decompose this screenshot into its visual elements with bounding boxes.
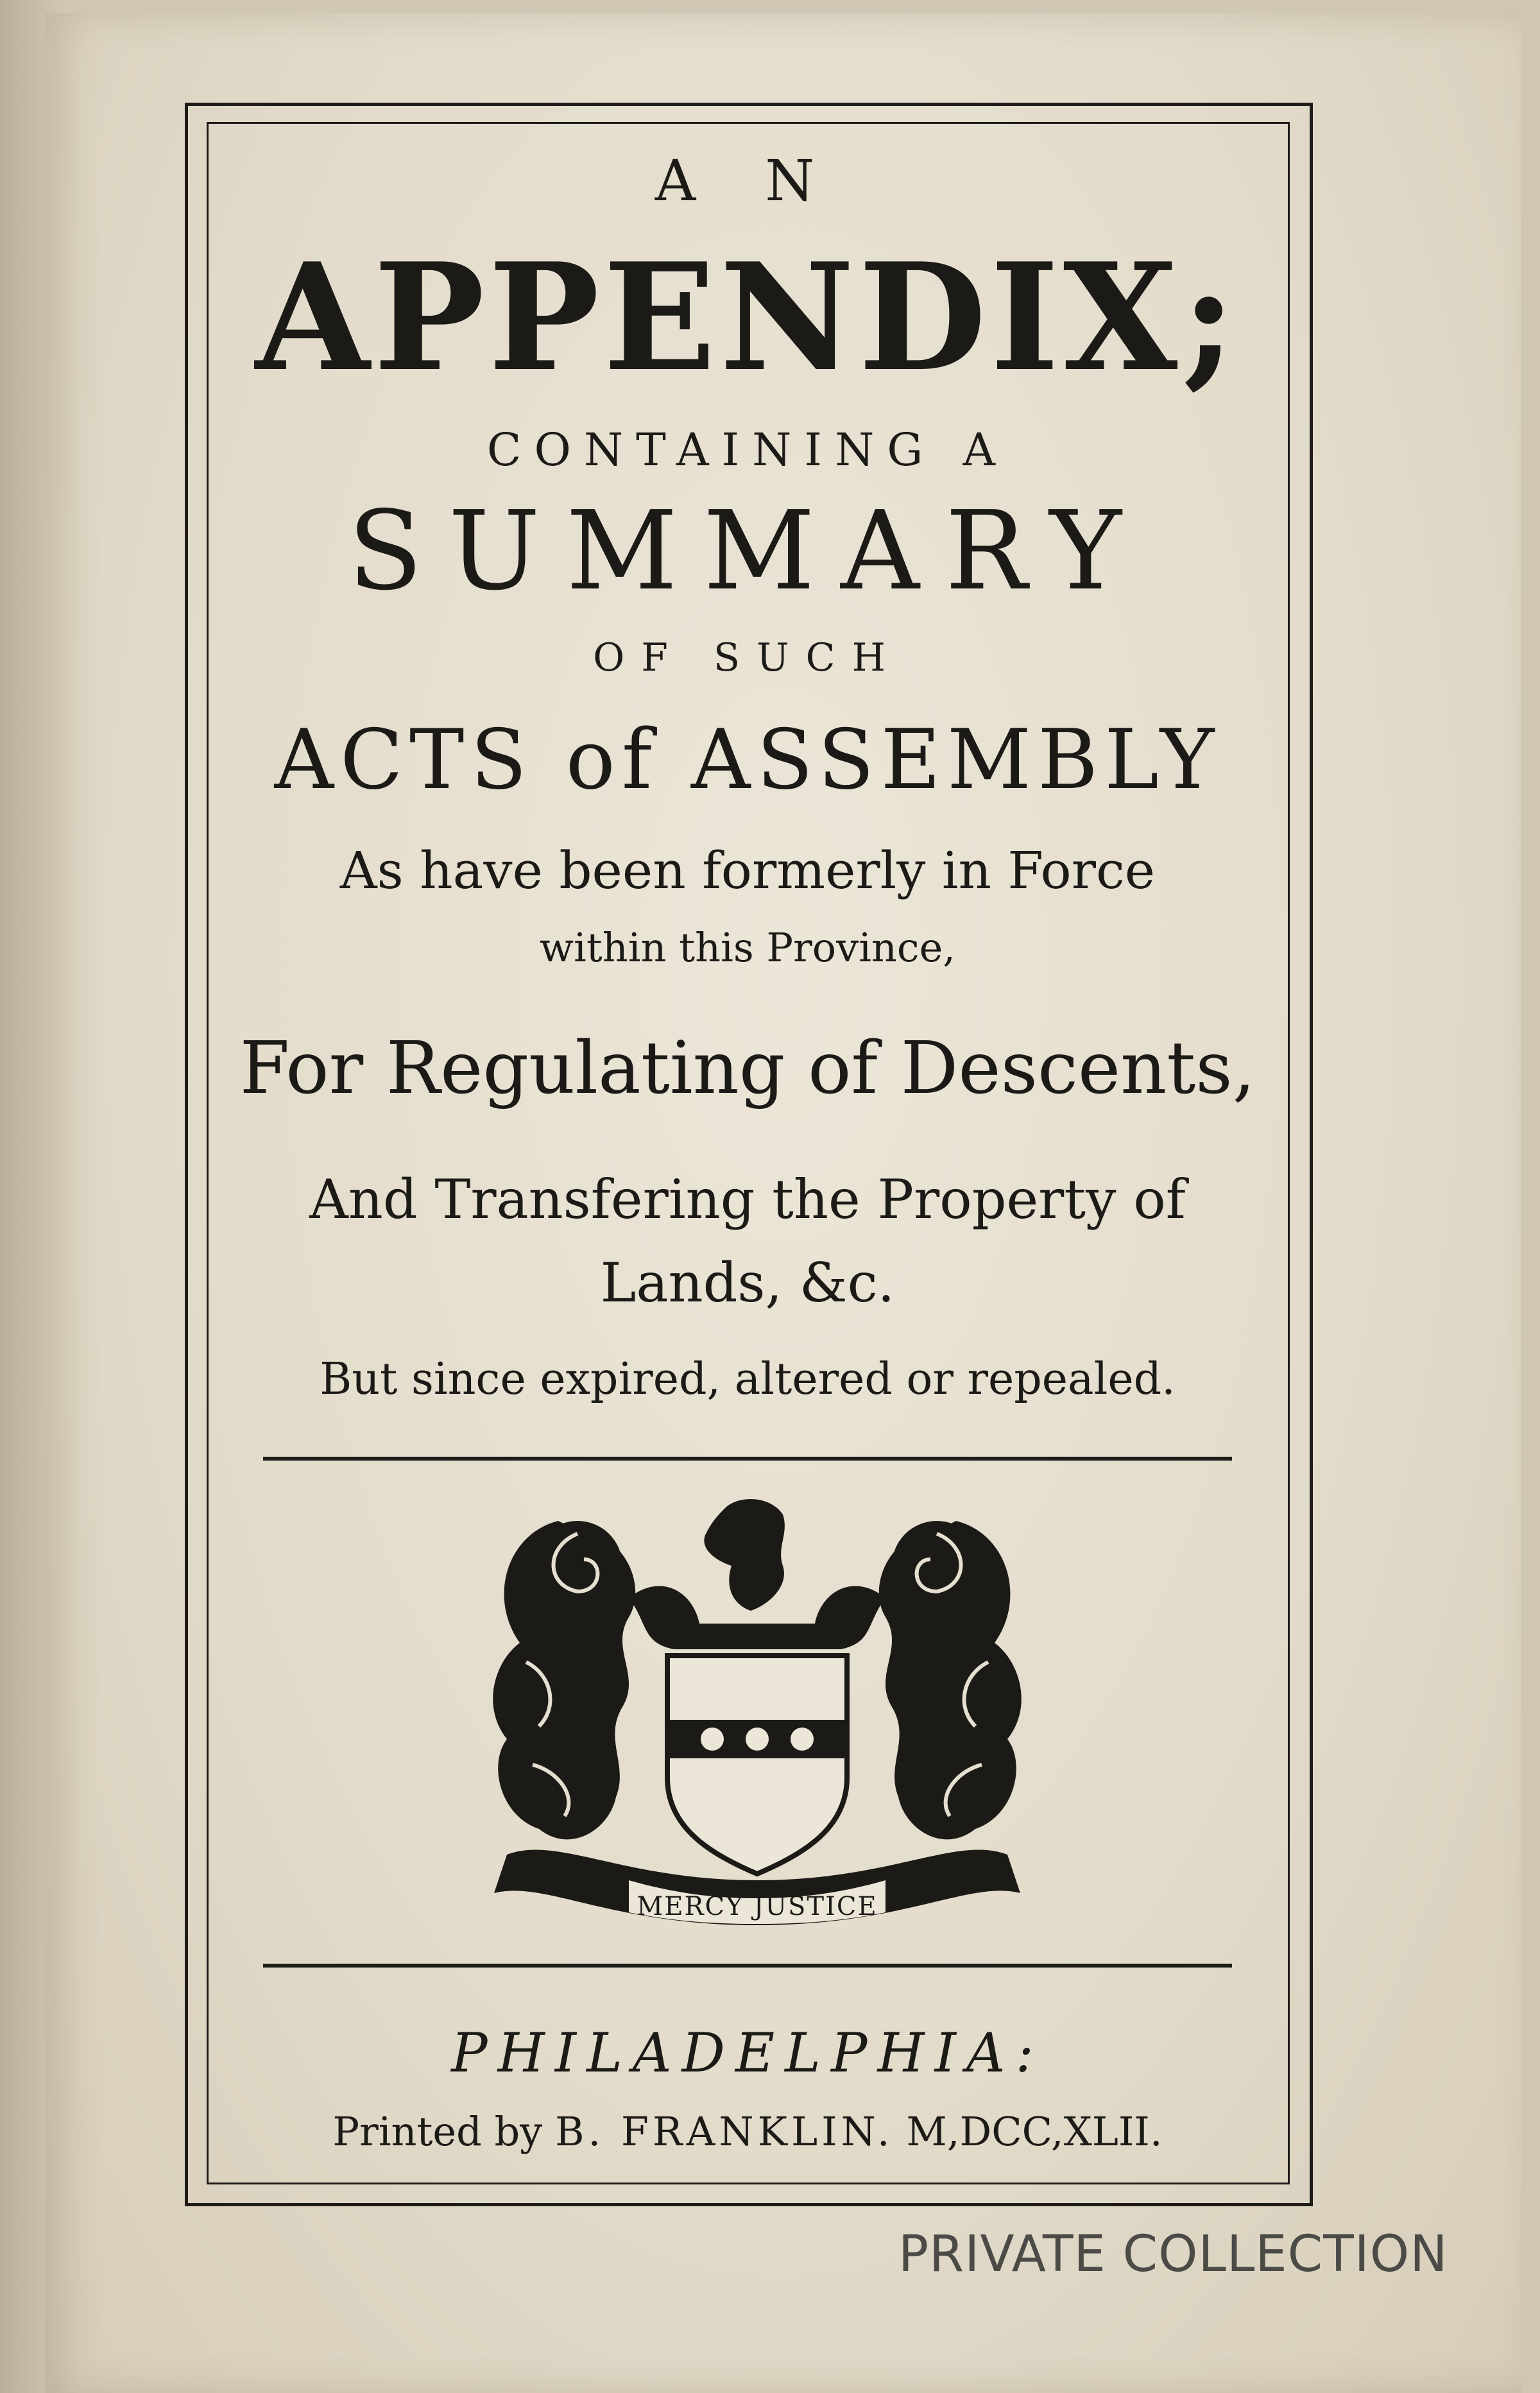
title-line-expired: But since expired, altered or repealed.: [320, 1354, 1176, 1405]
imprint-line: [212, 2108, 1283, 2155]
imprint-printer: B. FRANKLIN.: [554, 2108, 894, 2155]
emblem-motto: MERCY JUSTICE: [637, 1892, 878, 1921]
title-line-an: A N: [654, 148, 841, 214]
title-line-summary: SUMMARY: [348, 488, 1147, 615]
title-line-regulating: For Regulating of Descents,: [239, 1027, 1256, 1110]
horizontal-rule-top: [263, 1457, 1232, 1461]
title-page-content: [212, 128, 1283, 2175]
title-line-of-such: OF SUCH: [593, 635, 902, 680]
horizontal-rule-bottom: [263, 1964, 1232, 1968]
shield: [667, 1656, 847, 1874]
title-line-containing: CONTAINING A: [486, 424, 1009, 476]
title-line-lands: Lands, &c.: [600, 1251, 895, 1314]
imprint-city: PHILADELPHIA:: [451, 2021, 1044, 2084]
title-line-formerly: As have been formerly in Force: [339, 841, 1156, 900]
imprint-year: M,DCC,XLII.: [906, 2108, 1163, 2155]
title-line-province: within this Province,: [539, 924, 955, 971]
imprint-printed-by: Printed by: [332, 2108, 543, 2155]
title-line-transfering: And Transfering the Property of: [309, 1168, 1186, 1231]
coat-of-arms-emblem: [481, 1495, 1033, 1932]
title-line-appendix: APPENDIX;: [255, 231, 1240, 404]
title-line-acts: ACTS of ASSEMBLY: [274, 712, 1221, 808]
watermark-text: PRIVATE COLLECTION: [898, 2226, 1448, 2283]
